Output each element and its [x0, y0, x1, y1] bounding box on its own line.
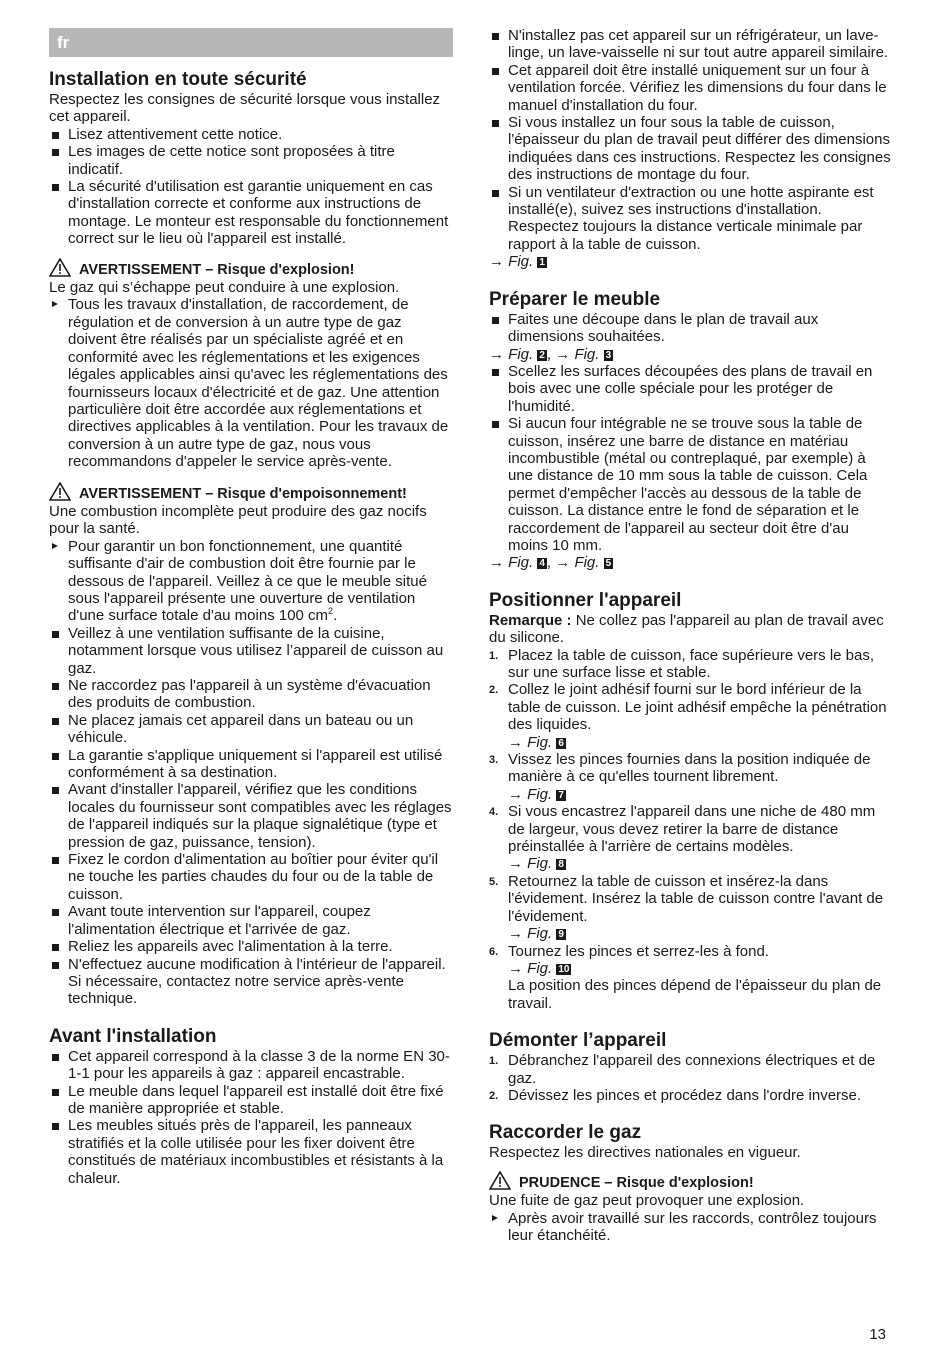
intro-text: Respectez les directives nationales en vigueur.	[489, 1144, 801, 1162]
section-title-position-appliance: Positionner l'appareil	[489, 589, 682, 611]
arrow-icon: →	[555, 345, 571, 363]
figure-number: 9	[558, 929, 564, 941]
list-item: Reliez les appareils avec l'alimentation à la terre.	[49, 938, 453, 955]
figure-number: 1	[539, 257, 545, 269]
bullet-list	[489, 311, 891, 346]
figure-number: 6	[558, 737, 564, 749]
list-item: Cet appareil correspond à la classe 3 de la norme EN 30-1-1 pour les appareils à gaz : appareil encastrable.	[49, 1048, 453, 1083]
figure-reference	[508, 734, 566, 751]
arrow-icon: →	[508, 733, 523, 751]
step-item	[489, 681, 891, 751]
step-number: 1.	[489, 1055, 499, 1068]
step-number: 3.	[489, 754, 499, 767]
note-text	[489, 612, 891, 647]
note-body: Ne collez pas l'appareil au plan de travail avec du silicone.	[489, 611, 884, 647]
figure-reference: → Fig. 4 , → Fig. 5	[489, 554, 612, 572]
warning-text: Une fuite de gaz peut provoquer une explosion.	[489, 1192, 805, 1210]
figure-reference: → Fig. 2 , → Fig. 3	[489, 345, 612, 363]
warning-title: AVERTISSEMENT – Risque d'explosion!	[79, 261, 355, 278]
step-item	[489, 943, 891, 1013]
list-item: Si aucun four intégrable ne se trouve sous la table de cuisson, insérez une barre de distance en matériau incombustible (métal ou contreplaqué, par exemple) à une distance de 10 mm sous la table de cuisson. Cela permet d'empêcher l'accès au dessous de la table de cuisson. La distance entre le fond de séparation et le raccordement de l'appareil au secteur doit être d'au moins 10 mm.	[489, 415, 891, 554]
figure-reference	[508, 960, 571, 977]
section-title-prepare-furniture: Préparer le meuble	[489, 288, 661, 310]
warning-heading	[49, 258, 453, 279]
section-title-connect-gas: Raccorder le gaz	[489, 1122, 642, 1144]
section-title-before-installation: Avant l'installation	[49, 1025, 217, 1047]
list-item: Scellez les surfaces découpées des plans de travail en bois avec une colle spéciale pour les protéger de l'humidité.	[489, 363, 891, 415]
step-item	[489, 1087, 891, 1104]
arrow-icon: →	[508, 925, 523, 943]
figure-number: 7	[558, 789, 564, 801]
arrow-icon: →	[489, 253, 504, 271]
list-item: Avant toute intervention sur l'appareil, coupez l'alimentation électrique et l'arrivée de gaz.	[49, 903, 453, 938]
intro-text: Respectez les consignes de sécurité lorsque vous installez cet appareil.	[49, 91, 441, 126]
arrow-icon: →	[489, 554, 504, 572]
fig-label: Fig.	[574, 554, 600, 572]
list-item: Les images de cette notice sont proposées à titre indicatif.	[49, 143, 453, 178]
language-bar: fr	[49, 28, 453, 57]
figure-reference	[508, 786, 566, 803]
list-item: Si un ventilateur d'extraction ou une hotte aspirante est installé(e), suivez ses instructions d'installation. Respectez toujours la distance verticale minimale par rapport à la table de cuisson.	[489, 184, 891, 254]
step-text: Pour garantir un bon fonctionnement, une quantité suffisante d'air de combustion doit être fournie par le dessous de l'appareil. Veillez à ce que le meuble situé sous l'appareil présente une ouverture de ventilation d'une surface totale d'au moins 100 cm	[68, 537, 427, 625]
fig-label: Fig.	[508, 554, 534, 572]
numbered-steps	[489, 647, 891, 1013]
arrow-icon: →	[508, 785, 523, 803]
step-item	[489, 647, 891, 682]
step-number: 6.	[489, 945, 499, 958]
arrow-icon: →	[508, 855, 523, 873]
list-item: Ne raccordez pas l'appareil à un système d'évacuation des produits de combustion.	[49, 677, 453, 712]
list-item: Ne placez jamais cet appareil dans un bateau ou un véhicule.	[49, 712, 453, 747]
list-item: N'effectuez aucune modification à l'intérieur de l'appareil. Si nécessaire, contactez notre service après-vente technique.	[49, 956, 453, 1008]
figure-number: 2	[539, 349, 545, 361]
warning-heading	[49, 482, 453, 503]
step-list	[49, 538, 453, 625]
step-item	[489, 803, 891, 873]
arrow-icon: →	[508, 959, 523, 977]
figure-reference	[489, 253, 891, 270]
step-list	[49, 296, 453, 470]
bullet-list	[49, 1048, 453, 1187]
fig-label: Fig.	[527, 785, 553, 803]
bullet-list	[489, 27, 891, 253]
warning-text: Une combustion incomplète peut produire des gaz nocifs pour la santé.	[49, 502, 427, 538]
section-title-dismantle-appliance: Démonter l’appareil	[489, 1030, 667, 1052]
fig-label: Fig.	[574, 345, 600, 363]
step-item	[489, 873, 891, 943]
step-item	[489, 751, 891, 803]
arrow-icon: →	[489, 345, 504, 363]
numbered-steps	[489, 1052, 891, 1104]
figure-reference	[508, 925, 566, 942]
left-column	[49, 28, 453, 1187]
step-list	[489, 1210, 891, 1245]
step-number: 4.	[489, 806, 499, 819]
step-text: Tournez les pinces et serrez-les à fond.	[508, 942, 769, 960]
step-text-end: .	[333, 607, 338, 625]
list-item: Lisez attentivement cette notice.	[49, 126, 453, 143]
list-item: Fixez le cordon d'alimentation au boîtier pour éviter qu'il ne touche les parties chaudes du four ou de la table de cuisson.	[49, 851, 453, 903]
list-item: Avant d'installer l'appareil, vérifiez que les conditions locales du fournisseur sont compatibles avec les réglages de l'appareil indiqués sur la plaque signalétique (type et pression de gaz, puissance, tension).	[49, 781, 453, 851]
warning-triangle-icon	[49, 258, 71, 277]
bullet-list	[49, 126, 453, 248]
step-text: Dévissez les pinces et procédez dans l'ordre inverse.	[508, 1086, 862, 1104]
list-item: Si vous installez un four sous la table de cuisson, l'épaisseur du plan de travail peut différer des dimensions indiquées dans ces instructions. Respectez les consignes des instructions de montage du four.	[489, 114, 891, 184]
step-number: 2.	[489, 1089, 499, 1102]
step-text: Débranchez l'appareil des connexions électriques et de gaz.	[508, 1052, 876, 1087]
list-item: Cet appareil doit être installé uniquement sur un four à ventilation forcée. Vérifiez les dimensions du four dans le manuel d'installation du four.	[489, 62, 891, 114]
step-text: Retournez la table de cuisson et insérez-la dans l'évidement. Insérez la table de cuisson contre l'avant de l'évidement.	[508, 872, 884, 925]
arrow-icon: →	[555, 554, 571, 572]
list-item: Les meubles situés près de l'appareil, les panneaux stratifiés et la colle utilisée pour les fixer doivent être constitués de matériaux incombustibles et résistants à la chaleur.	[49, 1117, 453, 1187]
step-item	[49, 538, 453, 625]
step-number: 5.	[489, 875, 499, 888]
step-text: Collez le joint adhésif fourni sur le bord inférieur de la table de cuisson. Le joint adhésif empêche la pénétration des liquides.	[508, 681, 887, 734]
step-item: Tous les travaux d'installation, de raccordement, de régulation et de conversion à un autre type de gaz doivent être réalisés par un spécialiste agréé et en conformité avec les réglementations et les exigences légales applicables ainsi qu'avec les réglementations des fournisseurs locaux d'électricité et de gaz. Une attention particulière doit être accordée aux réglementations et directives applicables à la ventilation. Pour les travaux de conversion à un autre type de gaz, nous vous recommandons d'appeler le service après-vente.	[49, 296, 453, 470]
fig-label: Fig.	[527, 855, 553, 873]
figure-reference	[508, 855, 566, 872]
list-item: Veillez à une ventilation suffisante de la cuisine, notamment lorsque vous utilisez l’appareil de cuisson au gaz.	[49, 625, 453, 677]
section-title-safe-installation: Installation en toute sécurité	[49, 69, 307, 90]
list-item: Faites une découpe dans le plan de travail aux dimensions souhaitées.	[489, 311, 891, 346]
right-column	[489, 27, 891, 1244]
bullet-list	[49, 625, 453, 1008]
list-item: N'installez pas cet appareil sur un réfrigérateur, un lave-linge, un lave-vaisselle ni sur tout autre appareil similaire.	[489, 27, 891, 62]
figure-number: 4	[539, 558, 545, 570]
step-text: Placez la table de cuisson, face supérieure vers le bas, sur une surface lisse et stable.	[508, 646, 875, 681]
fig-label: Fig.	[527, 925, 553, 943]
step-text: Si vous encastrez l'appareil dans une niche de 480 mm de largeur, vous devez retirer la barre de distance préinstallée à l'arrière de certains modèles.	[508, 803, 876, 856]
warning-heading	[489, 1171, 891, 1192]
step-note: La position des pinces dépend de l'épaisseur du plan de travail.	[508, 977, 882, 1012]
figure-number: 5	[605, 558, 612, 570]
list-item: La sécurité d'utilisation est garantie uniquement en cas d'installation correcte et conforme aux instructions de montage. Le monteur est responsable du fonctionnement correct sur le lieu où l'appareil est installé.	[49, 178, 453, 248]
warning-title: PRUDENCE – Risque d'explosion!	[519, 1174, 754, 1191]
step-text: Vissez les pinces fournies dans la position indiquée de manière à ce qu'elles tournent librement.	[508, 751, 871, 786]
fig-label: Fig.	[508, 345, 534, 363]
warning-triangle-icon	[49, 482, 71, 501]
bullet-list	[489, 363, 891, 554]
warning-title: AVERTISSEMENT – Risque d'empoisonnement!	[79, 485, 407, 502]
list-item: La garantie s'applique uniquement si l'appareil est utilisé conformément à sa destination.	[49, 747, 453, 782]
warning-text: Le gaz qui s’échappe peut conduire à une explosion.	[49, 279, 400, 297]
superscript: 2	[328, 606, 334, 617]
step-number: 1.	[489, 649, 499, 662]
step-item	[489, 1052, 891, 1087]
list-item: Le meuble dans lequel l'appareil est installé doit être fixé de manière appropriée et stable.	[49, 1083, 453, 1118]
step-number: 2.	[489, 684, 499, 697]
figure-number: 8	[558, 859, 564, 871]
fig-label: Fig.	[508, 253, 534, 271]
figure-number: 3	[605, 349, 612, 361]
fig-label: Fig.	[527, 959, 553, 977]
fig-label: Fig.	[527, 733, 553, 751]
figure-number: 10	[558, 963, 570, 975]
step-item: Après avoir travaillé sur les raccords, contrôlez toujours leur étanchéité.	[489, 1210, 891, 1245]
warning-triangle-icon	[489, 1171, 511, 1190]
page-number: 13	[869, 1326, 886, 1343]
note-label: Remarque :	[489, 611, 572, 629]
